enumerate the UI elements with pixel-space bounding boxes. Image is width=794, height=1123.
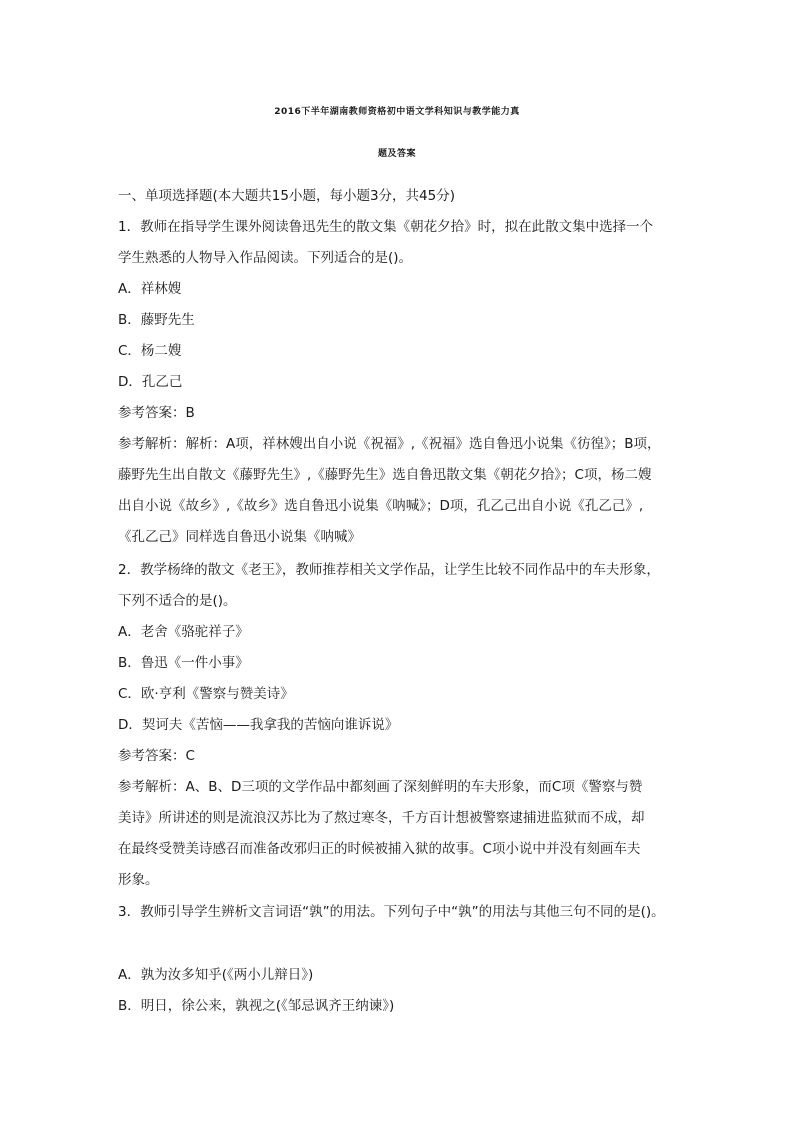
q2-analysis-line-1: 参考解析：A、B、D三项的文学作品中都刻画了深刻鲜明的车夫形象，而C项《警察与赞	[118, 779, 643, 795]
q2-analysis-line-2: 美诗》所讲述的则是流浪汉苏比为了熬过寒冬，千方百计想被警察逮捕进监狱而不成，却	[118, 810, 645, 826]
document-title-line-1: 2016下半年湖南教师资格初中语文学科知识与教学能力真	[274, 107, 520, 117]
q1-analysis-line-4: 《孔乙己》同样选自鲁迅小说集《呐喊》	[118, 529, 361, 545]
q2-stem-line-1: 2．教学杨绛的散文《老王》，教师推荐相关文学作品，让学生比较不同作品中的车夫形象，	[118, 562, 660, 578]
q1-option-d: D．孔乙己	[118, 374, 183, 390]
q2-analysis-line-4: 形象。	[118, 872, 159, 888]
q2-analysis-line-3: 在最终受赞美诗感召而准备改邪归正的时候被捕入狱的故事。C项小说中并没有刻画车夫	[118, 841, 641, 857]
q1-stem-line-1: 1．教师在指导学生课外阅读鲁迅先生的散文集《朝花夕拾》时，拟在此散文集中选择一个	[118, 219, 654, 235]
q2-stem-line-2: 下列不适合的是()。	[118, 593, 237, 609]
q1-answer: 参考答案：B	[118, 405, 195, 421]
q1-option-a: A．祥林嫂	[118, 281, 182, 297]
q3-stem-line-1: 3．教师引导学生辨析文言词语“孰”的用法。下列句子中“孰”的用法与其他三句不同的是()。	[118, 904, 665, 920]
q2-option-d: D．契诃夫《苦恼——我拿我的苦恼向谁诉说》	[118, 717, 399, 733]
q1-option-c: C．杨二嫂	[118, 343, 182, 359]
q3-option-b: B．明日，徐公来，孰视之(《邹忌讽齐王纳谏》)	[118, 998, 395, 1014]
q1-option-b: B．藤野先生	[118, 312, 195, 328]
q1-analysis-line-1: 参考解析：解析：A项，祥林嫂出自小说《祝福》,《祝福》选自鲁迅小说集《彷徨》；B项，	[118, 436, 661, 452]
section-heading: 一、单项选择题(本大题共15小题，每小题3分，共45分)	[118, 188, 455, 204]
q1-stem-line-2: 学生熟悉的人物导入作品阅读。下列适合的是()。	[118, 250, 413, 266]
q1-analysis-line-2: 藤野先生出自散文《藤野先生》,《藤野先生》选自鲁迅散文集《朝花夕拾》；C项，杨二嫂	[118, 467, 652, 483]
q2-option-a: A．老舍《骆驼祥子》	[118, 624, 249, 640]
q3-option-a: A．孰为汝多知乎(《两小儿辩日》)	[118, 967, 314, 983]
document-title-line-2: 题及答案	[377, 149, 416, 159]
q2-option-c: C．欧·亨利《警察与赞美诗》	[118, 686, 294, 702]
q2-option-b: B．鲁迅《一件小事》	[118, 655, 249, 671]
q2-answer: 参考答案：C	[118, 748, 195, 764]
q1-analysis-line-3: 出自小说《故乡》,《故乡》选自鲁迅小说集《呐喊》；D项，孔乙己出自小说《孔乙己》,	[118, 498, 644, 514]
